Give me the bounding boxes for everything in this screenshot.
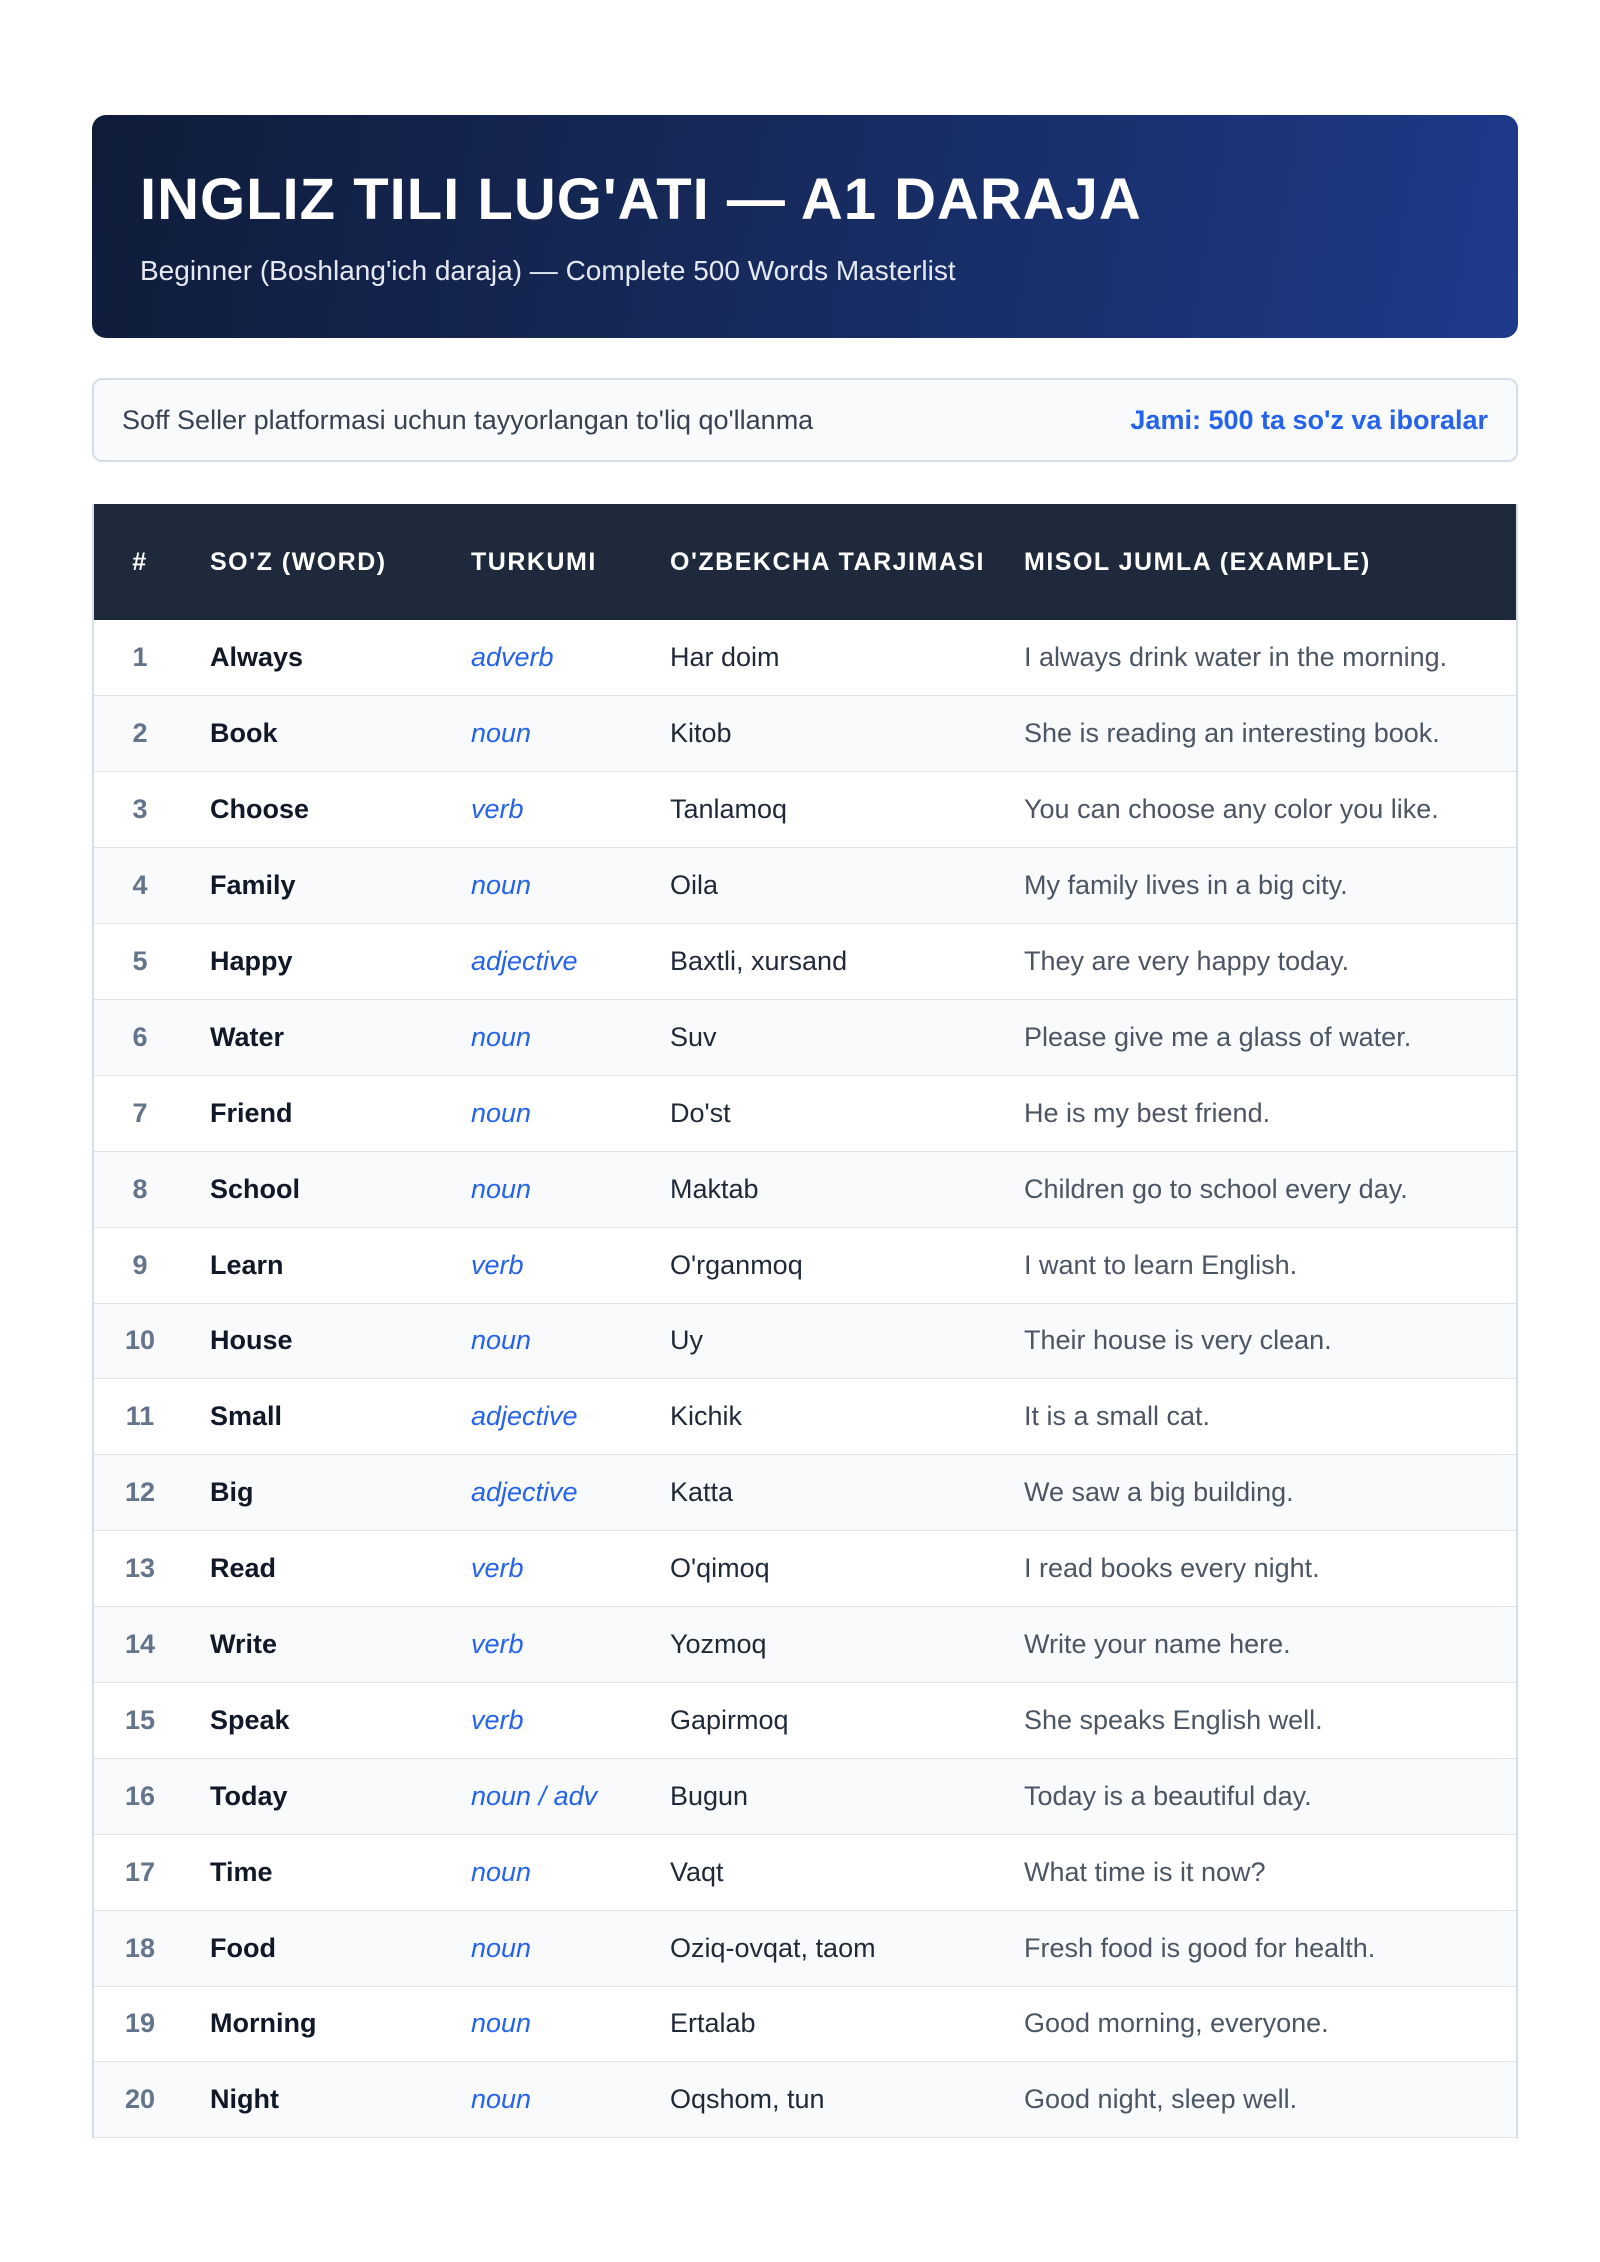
translation-cell: Har doim (670, 642, 780, 673)
info-description: Soff Seller platformasi uchun tayyorlangan to'liq qo'llanma (122, 404, 814, 435)
example-sentence-cell: Today is a beautiful day. (1024, 1780, 1312, 1811)
word-cell: Today (210, 1780, 288, 1811)
translation-cell: Kichik (670, 1401, 743, 1432)
example-sentence-cell: It is a small cat. (1024, 1401, 1211, 1432)
word-cell: Speak (210, 1704, 290, 1735)
example-sentence-cell: I read books every night. (1024, 1553, 1320, 1584)
word-type-cell: noun (471, 870, 532, 901)
table-row (94, 1607, 1516, 1683)
word-type-cell: adjective (471, 1401, 578, 1432)
row-number: 14 (124, 1629, 156, 1660)
word-cell: Always (210, 642, 304, 673)
word-type-cell: noun (471, 1021, 532, 1052)
word-cell: Small (210, 1401, 283, 1432)
word-cell: Read (210, 1553, 277, 1584)
row-number: 15 (124, 1704, 156, 1735)
table-row (94, 620, 1516, 696)
translation-cell: Suv (670, 1021, 717, 1052)
table-header-row (94, 504, 1516, 620)
table-body (94, 620, 1516, 2138)
example-sentence-cell: Please give me a glass of water. (1024, 1021, 1412, 1052)
word-cell: Water (210, 1021, 285, 1052)
word-type-cell: adverb (471, 642, 554, 673)
example-sentence-cell: Good morning, everyone. (1024, 2008, 1329, 2039)
table-row (94, 696, 1516, 772)
table-row (94, 1455, 1516, 1531)
translation-cell: Yozmoq (670, 1629, 767, 1660)
info-total-count: Jami: 500 ta so'z va iboralar (1130, 404, 1488, 435)
row-number: 1 (132, 642, 148, 673)
table-header (94, 504, 1516, 620)
word-cell: Book (210, 718, 278, 749)
example-sentence-cell: Good night, sleep well. (1024, 2084, 1298, 2115)
example-sentence-cell: They are very happy today. (1024, 946, 1350, 976)
word-type-cell: verb (471, 1704, 524, 1735)
table-row (94, 1986, 1516, 2062)
table-row (94, 1910, 1516, 1986)
row-number: 19 (124, 2008, 156, 2039)
row-number: 6 (132, 1021, 148, 1052)
row-number: 20 (124, 2084, 156, 2115)
example-sentence-cell: Their house is very clean. (1024, 1325, 1332, 1356)
row-number: 8 (132, 1173, 148, 1204)
page-title: INGLIZ TILI LUG'ATI — A1 DARAJA (140, 167, 1142, 232)
row-number: 10 (124, 1325, 156, 1356)
info-box (92, 378, 1518, 462)
row-number: 2 (132, 718, 148, 749)
table-row (94, 1151, 1516, 1227)
word-cell: Family (210, 870, 296, 901)
row-number: 4 (132, 870, 148, 901)
example-sentence-cell: My family lives in a big city. (1024, 870, 1348, 901)
word-cell: Friend (210, 1097, 293, 1128)
row-number: 9 (132, 1249, 148, 1280)
word-cell: School (210, 1173, 301, 1204)
translation-cell: Vaqt (670, 1856, 724, 1887)
word-cell: Write (210, 1629, 278, 1660)
translation-cell: Oziq-ovqat, taom (670, 1932, 876, 1963)
word-cell: Big (210, 1477, 254, 1508)
translation-cell: Baxtli, xursand (670, 946, 848, 976)
word-type-cell: noun (471, 1097, 532, 1128)
translation-cell: O'qimoq (670, 1553, 770, 1584)
table-row (94, 1834, 1516, 1910)
word-type-cell: noun / adv (471, 1780, 598, 1811)
translation-cell: Maktab (670, 1173, 759, 1204)
translation-cell: Ertalab (670, 2008, 756, 2039)
word-type-cell: noun (471, 718, 532, 749)
word-type-cell: verb (471, 794, 524, 825)
column-header-number: # (132, 547, 148, 576)
table-row (94, 1075, 1516, 1151)
table-row (94, 1303, 1516, 1379)
row-number: 13 (124, 1553, 156, 1584)
word-type-cell: adjective (471, 946, 578, 976)
page-subtitle: Beginner (Boshlang'ich daraja) — Complete 500 Words Masterlist (140, 255, 956, 286)
word-type-cell: adjective (471, 1477, 578, 1508)
table-row (94, 999, 1516, 1075)
table-row (94, 924, 1516, 1000)
row-number: 18 (124, 1932, 156, 1963)
word-cell: Happy (210, 946, 293, 976)
table-row (94, 1379, 1516, 1455)
table-row (94, 1758, 1516, 1834)
table-row (94, 1227, 1516, 1303)
row-number: 7 (132, 1097, 148, 1128)
translation-cell: Bugun (670, 1780, 749, 1811)
example-sentence-cell: She is reading an interesting book. (1024, 718, 1440, 749)
row-number: 16 (124, 1780, 156, 1811)
translation-cell: Tanlamoq (670, 794, 788, 825)
translation-cell: Oila (670, 870, 719, 901)
translation-cell: O'rganmoq (670, 1249, 803, 1280)
translation-cell: Gapirmoq (670, 1704, 789, 1735)
example-sentence-cell: I always drink water in the morning. (1024, 642, 1448, 673)
translation-cell: Do'st (670, 1097, 731, 1128)
translation-cell: Uy (670, 1325, 703, 1356)
word-cell: Time (210, 1856, 273, 1887)
column-header-example: MISOL JUMLA (EXAMPLE) (1024, 547, 1371, 576)
example-sentence-cell: He is my best friend. (1024, 1097, 1271, 1128)
word-cell: Morning (210, 2008, 317, 2039)
word-type-cell: noun (471, 1173, 532, 1204)
row-number: 12 (124, 1477, 156, 1508)
word-cell: Food (210, 1932, 276, 1963)
column-header-translation: O'ZBEKCHA TARJIMASI (670, 547, 985, 576)
word-type-cell: verb (471, 1629, 524, 1660)
word-type-cell: noun (471, 2084, 532, 2115)
example-sentence-cell: We saw a big building. (1024, 1477, 1294, 1508)
example-sentence-cell: You can choose any color you like. (1024, 794, 1439, 825)
translation-cell: Kitob (670, 718, 732, 749)
column-header-type: TURKUMI (471, 547, 597, 576)
word-type-cell: noun (471, 1932, 532, 1963)
row-number: 3 (132, 794, 148, 825)
word-type-cell: noun (471, 1856, 532, 1887)
example-sentence-cell: Fresh food is good for health. (1024, 1932, 1376, 1963)
example-sentence-cell: Children go to school every day. (1024, 1173, 1408, 1204)
row-number: 11 (125, 1401, 155, 1432)
word-type-cell: verb (471, 1553, 524, 1584)
row-number: 17 (124, 1856, 156, 1887)
word-cell: Choose (210, 794, 310, 825)
table-row (94, 1682, 1516, 1758)
example-sentence-cell: She speaks English well. (1024, 1704, 1323, 1735)
table-row (94, 2062, 1516, 2138)
word-cell: Learn (210, 1249, 284, 1280)
example-sentence-cell: I want to learn English. (1024, 1249, 1298, 1280)
word-type-cell: noun (471, 1325, 532, 1356)
row-number: 5 (132, 946, 148, 976)
title-banner (92, 115, 1518, 338)
word-type-cell: noun (471, 2008, 532, 2039)
table-row (94, 772, 1516, 848)
word-cell: Night (210, 2084, 279, 2115)
vocabulary-table (94, 504, 1516, 2138)
table-row (94, 1531, 1516, 1607)
vocabulary-table-wrapper (92, 504, 1518, 2138)
example-sentence-cell: What time is it now? (1024, 1856, 1266, 1887)
column-header-word: SO'Z (WORD) (210, 547, 387, 576)
example-sentence-cell: Write your name here. (1024, 1629, 1291, 1660)
translation-cell: Katta (670, 1477, 734, 1508)
translation-cell: Oqshom, tun (670, 2084, 825, 2115)
word-type-cell: verb (471, 1249, 524, 1280)
word-cell: House (210, 1325, 293, 1356)
table-row (94, 848, 1516, 924)
